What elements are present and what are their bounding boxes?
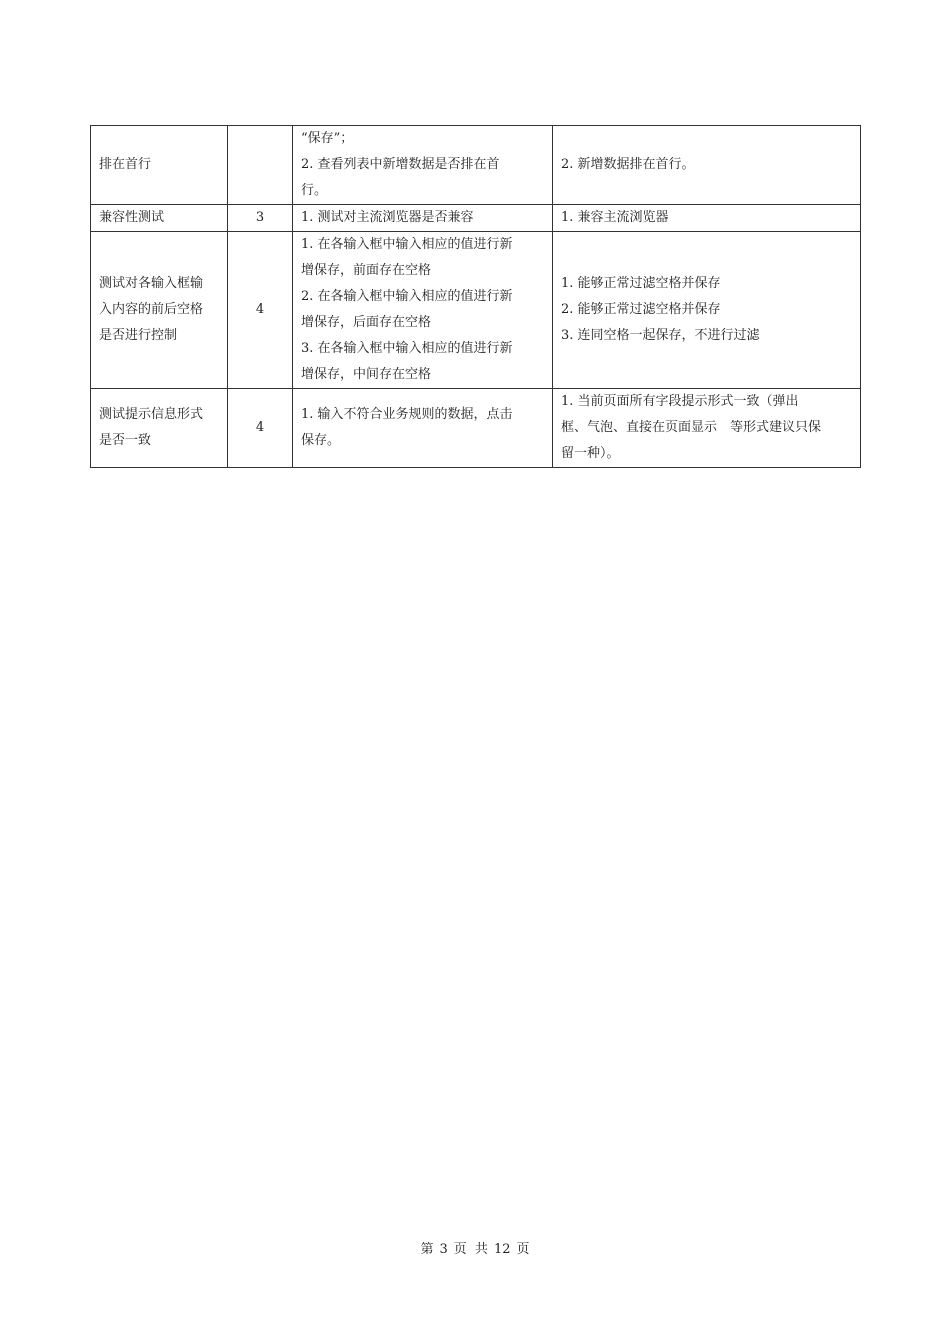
cell-text: 增保存，中间存在空格 xyxy=(301,367,432,382)
cell-text: 测试对各输入框输 xyxy=(99,276,204,291)
table-row xyxy=(91,126,861,205)
cell-text: 3 xyxy=(255,210,265,225)
cell-text: 1. 当前页面所有字段提示形式一致（弹出 xyxy=(561,394,799,409)
cell-text: 1. 兼容主流浏览器 xyxy=(561,210,669,225)
expected-result-cell xyxy=(553,126,861,205)
cell-text: 1. 输入不符合业务规则的数据，点击 xyxy=(301,407,513,422)
expected-result-cell xyxy=(553,232,861,389)
cell-text: 2. 在各输入框中输入相应的值进行新 xyxy=(301,289,513,304)
cell-text: 1. 测试对主流浏览器是否兼容 xyxy=(301,210,474,225)
cell-text: 保存。 xyxy=(301,433,341,448)
table-row xyxy=(91,389,861,468)
expected-result-cell xyxy=(553,205,861,232)
test-name-cell xyxy=(91,389,228,468)
cell-text: 4 xyxy=(255,302,265,317)
test-name-cell xyxy=(91,232,228,389)
cell-text: 增保存，前面存在空格 xyxy=(301,263,432,278)
table-row xyxy=(91,205,861,232)
table-row xyxy=(91,232,861,389)
test-level-cell xyxy=(228,232,293,389)
test-level-cell xyxy=(228,126,293,205)
test-level-cell xyxy=(228,205,293,232)
test-name-cell xyxy=(91,126,228,205)
test-steps-cell xyxy=(293,389,553,468)
cell-text: 是否一致 xyxy=(99,433,152,448)
page-number: 3 xyxy=(439,1242,448,1257)
footer-mid: 页 共 xyxy=(453,1242,488,1257)
cell-text: 1. 在各输入框中输入相应的值进行新 xyxy=(301,237,513,252)
cell-text: 1. 能够正常过滤空格并保存 xyxy=(561,276,721,291)
test-case-table xyxy=(90,125,861,468)
test-name-cell xyxy=(91,205,228,232)
test-level-cell xyxy=(228,389,293,468)
cell-text: 框、气泡、直接在页面显示 等形式建议只保 xyxy=(561,420,822,435)
cell-text: 4 xyxy=(255,420,265,435)
cell-text: 测试提示信息形式 xyxy=(99,407,204,422)
cell-text: “保存”； xyxy=(301,131,354,146)
cell-text: 3. 在各输入框中输入相应的值进行新 xyxy=(301,341,513,356)
cell-text: 2. 新增数据排在首行。 xyxy=(561,157,695,172)
test-steps-cell xyxy=(293,232,553,389)
expected-result-cell xyxy=(553,389,861,468)
cell-text: 排在首行 xyxy=(99,157,152,172)
cell-text: 兼容性测试 xyxy=(99,210,165,225)
cell-text: 2. 能够正常过滤空格并保存 xyxy=(561,302,721,317)
total-pages: 12 xyxy=(493,1242,511,1257)
cell-text: 增保存，后面存在空格 xyxy=(301,315,432,330)
cell-text: 3. 连同空格一起保存，不进行过滤 xyxy=(561,328,760,343)
test-steps-cell xyxy=(293,205,553,232)
cell-text: 2. 查看列表中新增数据是否排在首 xyxy=(301,157,500,172)
footer-suffix: 页 xyxy=(516,1242,530,1257)
page-footer xyxy=(0,1238,950,1257)
test-steps-cell xyxy=(293,126,553,205)
cell-text: 行。 xyxy=(301,183,328,198)
cell-text: 留一种）。 xyxy=(561,446,620,461)
footer-prefix: 第 xyxy=(420,1242,434,1257)
cell-text: 是否进行控制 xyxy=(99,328,178,343)
cell-text: 入内容的前后空格 xyxy=(99,302,204,317)
